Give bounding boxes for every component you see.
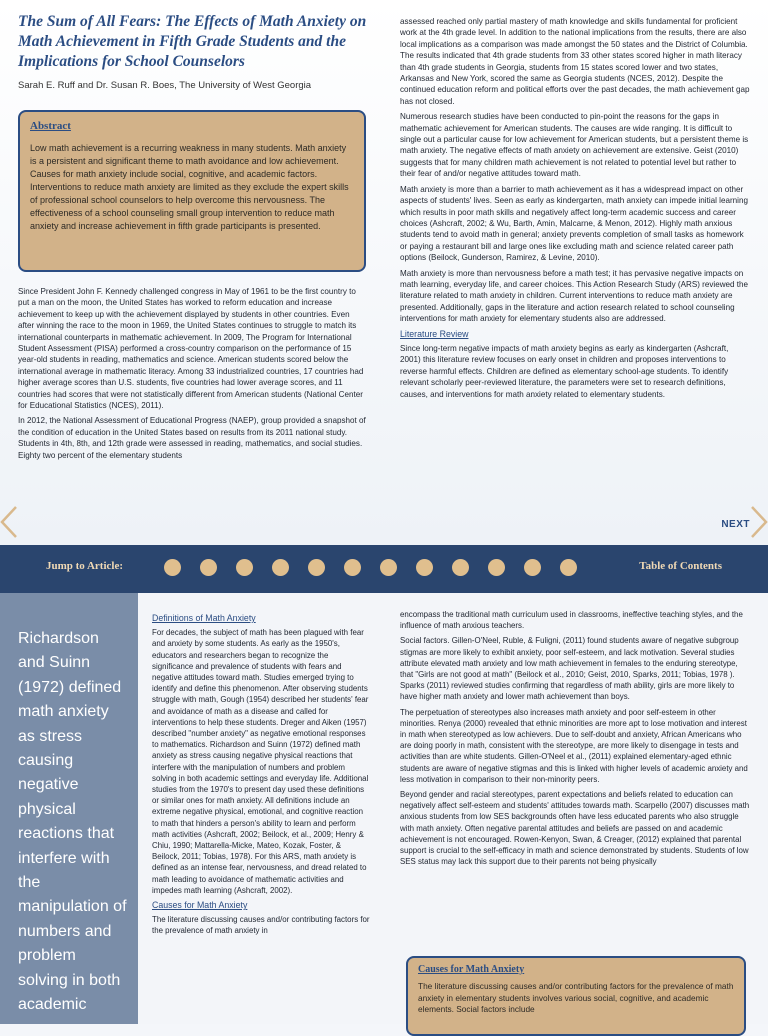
paragraph: Numerous research studies have been conducted to pin-point the reasons for the gaps in mathematic achievement for American students. The causes are wide ranging. It is difficult to single out a particular cause for low achievement for American students, but a persistent theme is math anxiety. The negative effects of math anxiety on achievement are extensive. Geist (2010) suggests that for many children math achievement is not related to potential level but rather to their fear of and/or negative attitudes toward math. (400, 112, 749, 179)
abstract-title: Abstract (30, 120, 71, 132)
article-dot-2[interactable] (200, 559, 217, 576)
paragraph: The perpetuation of stereotypes also increases math anxiety and poor self-esteem in other minorities. Renya (2000) revealed that ethnic minorities are more apt to lose motivation and interest in math when stereotyped as low achievers. Due to self-doubt and anxiety, African Americans who are doing poorly in math, consistent with the stereotype, are more likely to disengage in tests and activities than are white students. Gillen-O'Neel et al., (2011) explained elementary-aged ethnic students are aware of negative stigmas and this is linked with higher levels of academic anxiety and less motivation in comparison to their non-minority peers. (400, 707, 748, 784)
paragraph: Math anxiety is more than nervousness before a math test; it has pervasive negative impacts on math learning, everyday life, and career choices. This Action Research Study (ARS) reviewed the literature related to math anxiety in children. Current interventions to reduce math anxiety are presented. Additionally, gaps in the literature and action research related to school counseling interventions for math anxiety for elementary students also are addressed. (400, 268, 749, 324)
pull-quote-sidebar (0, 593, 138, 1024)
paragraph: Math anxiety is more than a barrier to math achievement as it has a widespread impact on other aspects of students' lives. Seen as early as kindergarten, math anxiety can impede initial learning which results in poor math skills and negatively affect long-term academic success and career choices (Ashcraft, 2002; & Wu, Barth, Amin, Malcarne, & Menon, 2012). Highly math anxious students tend to avoid math in general; anxiety prevents completion of small tasks as homework or paying a restaurant bill and large ones like excluding math and science related career path options (Beilock, Gunderson, Ramirez, & Levine, 2010). (400, 184, 748, 263)
article-title: The Sum of All Fears: The Effects of Math Anxiety on Math Achievement in Fifth Grade Students and the Implications for School Counselors (18, 13, 367, 70)
previous-page-arrow-icon[interactable] (0, 505, 18, 539)
paragraph: assessed reached only partial mastery of math knowledge and skills fundamental for proficient work at the 4th grade level. In addition to the national implications from the results, there are also local implications as a comparison was made amongst the 50 states and the District of Columbia. The results indicated that 4th grade students from 33 other states scored higher in math literacy than 4th grade students in Georgia, students from 15 states scored lower and two states, Arkansas and New York, scored the same as Georgia students (NCES, 2012). Despite the continued education reform and political efforts over the past decades, the math achievement gap has not closed. (400, 17, 750, 106)
paragraph: The literature discussing causes and/or contributing factors for the prevalence of math anxiety in (152, 915, 370, 936)
paragraph: Beyond gender and racial stereotypes, parent expectations and beliefs related to education can negatively affect self-esteem and students' attitudes towards math. Scarpello (2007) discusses math anxious students from low SES backgrounds often have less educated parents who also struggle with math anxiety. Often negative parental attitudes and beliefs are passed on and academic achievement is not encouraged. Rowen-Kenyon, Swan, & Creager, (2012) explained that parental support is crucial to the self-efficacy in math and science demonstrated by students. Students of low SES status may lack this support due to their parents not being physically (400, 790, 750, 867)
literature-review-heading: Literature Review (400, 328, 469, 339)
next-page-link[interactable]: NEXT (721, 519, 750, 530)
article-dot-9[interactable] (452, 559, 469, 576)
article-dot-12[interactable] (560, 559, 577, 576)
abstract-text: Low math achievement is a recurring weakness in many students. Math anxiety is a persistent and significant theme to math avoidance and low achievement. Causes for math anxiety include social, cognitive, and academic factors. Interventions to reduce math anxiety are limited as they exclude the expert skills of professional school counselors to help overcome this nervousness. The effectiveness of a school counseling small group intervention to reduce math anxiety and increase achievement in fifth grade participants is presented. (30, 143, 349, 231)
article-dot-4[interactable] (272, 559, 289, 576)
article-dot-6[interactable] (344, 559, 361, 576)
abstract-box (18, 110, 366, 272)
paragraph: Social factors. Gillen-O'Neel, Ruble, & Fuligni, (2011) found students aware of negative subgroup stigmas are more likely to exhibit anxiety, poor self-esteem, and lack motivation. Several studies attribute elevated math anxiety and low math achievement in females to the enduring stereotype, that "Girls are not good at math" (Beilock et al., 2010; Geist, 2010, Sparks, 2011; Tobias, 1978 ). Sparks (2011) reviewed studies confirming that regardless of math ability, girls are more likely to have higher math anxiety and lower math achievement than boys. (400, 636, 739, 702)
paragraph: Since President John F. Kennedy challenged congress in May of 1961 to be the first country to put a man on the moon, the United States has worked to reform education and increase achievement to keep up with the achievement displayed by students in other countries. Even after winning the race to the moon in 1969, the United States continues to struggle to match its international counterparts in mathematic achievement. In 2009, The Program for International Student Assessment (PISA) performed a cross-country comparison on the performance of 15 year-old students in reading, mathematics and science. American students scored below the international average in mathematic literacy. Among 33 industrialized countries, 17 countries had higher average scores than U.S. students, five countries had lower average scores, and 11 countries had scores that were not statistically different from American students (National Center for Educational Statistics (NCES), 2011). (18, 287, 364, 411)
article-dot-8[interactable] (416, 559, 433, 576)
table-of-contents-link[interactable]: Table of Contents (639, 560, 722, 572)
factors-column (400, 609, 752, 871)
paragraph: For decades, the subject of math has been plagued with fear and anxiety by some students. As early as the 1950's, educators and researchers began to recognize the significance and prevalence of students with fears and negative attitudes toward math. Studies emerged trying to identify and define this phenomenon. After observing students struggle with math, Gough (1954) described her students' fear and avoidance of math as a disease and called for interventions to help these students. Dreger and Aiken (1957) described "number anxiety" as negative emotional responses to mathematics. Richardson and Suinn (1972) defined math anxiety as stress causing negative physical reactions that interfere with the manipulation of numbers and problem solving in both academic settings and everyday life. Additional studies from the 1970's to present day used these definitions or similar ones for math anxiety. All definitions include an extreme negative physical, emotional, and cognitive reaction to math that hinders a person's ability to learn and perform math activities (Ashcraft, 2002; Beilock, et al., 2009; Henry & Chiu, 1990; Mattarella-Micke, Mateo, Kozak, Foster, & Beilock, 2011; Tobias, 1978). For this ARS, math anxiety is defined as an intense fear, nervousness, and dread related to math leading to avoidance of mathematic activities and impedes math learning (Ashcraft, 2002). (152, 628, 369, 895)
left-column (18, 286, 366, 465)
article-dot-11[interactable] (524, 559, 541, 576)
jump-to-article-label: Jump to Article: (46, 560, 123, 572)
causes-box-text: The literature discussing causes and/or contributing factors for the prevalence of math anxiety in elementary students involves various social, cognitive, and academic elements. Social factors include (418, 981, 734, 1014)
next-page-arrow-icon[interactable] (750, 505, 768, 539)
definitions-column (152, 611, 370, 941)
definitions-heading: Definitions of Math Anxiety (152, 613, 256, 623)
paragraph: Since long-term negative impacts of math anxiety begins as early as kindergarten (Ashcraft, 2001) this literature review focuses on early onset in children and proposes interventions to reverse harmful effects. Children are defined as elementary school-age students. To identify relevant scholarly peer-reviewed literature, the parameters were set to research definitions, causes, and interventions for math anxiety related to elementary students. (400, 343, 729, 399)
paragraph: In 2012, the National Assessment of Educational Progress (NAEP), group provided a snapshot of the condition of education in the United States based on results from its 2011 national study. Students in 4th, 8th, and 12th grade were assessed in reading, mathematics, and social studies. Eighty two percent of the elementary students (18, 416, 366, 460)
article-authors: Sarah E. Ruff and Dr. Susan R. Boes, The University of West Georgia (18, 80, 312, 91)
article-dot-7[interactable] (380, 559, 397, 576)
causes-heading: Causes for Math Anxiety (152, 900, 248, 911)
causes-box (406, 956, 746, 1036)
causes-box-title: Causes for Math Anxiety (418, 964, 525, 975)
article-page-bottom (138, 593, 768, 1024)
article-dot-5[interactable] (308, 559, 325, 576)
article-dot-3[interactable] (236, 559, 253, 576)
article-dot-10[interactable] (488, 559, 505, 576)
right-column (400, 16, 750, 404)
article-navigation-bar (0, 545, 768, 593)
pull-quote: Richardson and Suinn (1972) defined math anxiety as stress causing negative physical reactions that interfere with the manipulation of numbers and problem solving in both academic (18, 630, 127, 1014)
paragraph: encompass the traditional math curriculum used in classrooms, ineffective teaching styles, and the influence of math anxious teachers. (400, 610, 743, 631)
article-dot-1[interactable] (164, 559, 181, 576)
